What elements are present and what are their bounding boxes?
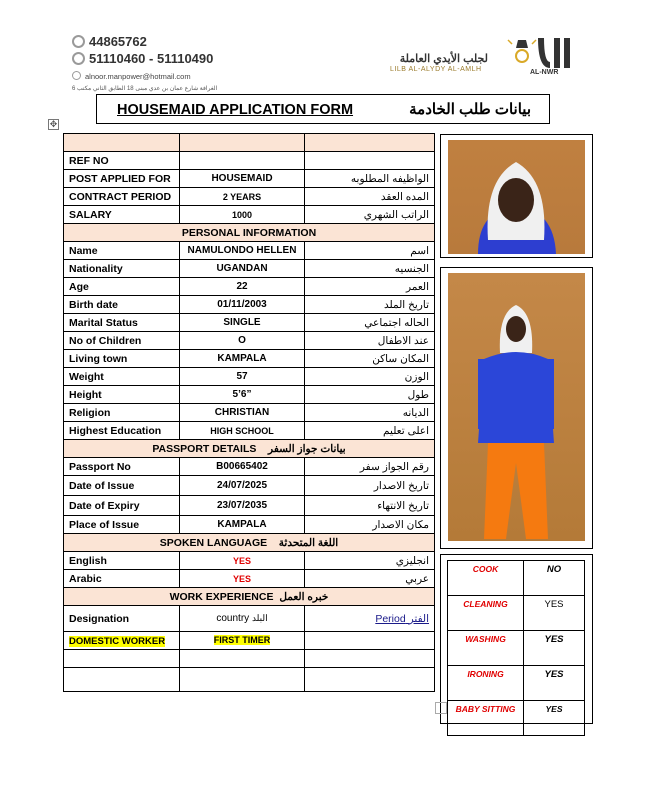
skill-row-ironing: IRONING YES <box>448 666 585 701</box>
table-row: Marital Status SINGLE الحاله اجتماعي <box>64 314 435 332</box>
mobile-icon <box>72 52 85 65</box>
table-row: Name NAMULONDO HELLEN اسم <box>64 242 435 260</box>
email: alnoor.manpower@hotmail.com <box>85 72 191 81</box>
salary-value: 1000 <box>180 206 305 224</box>
table-row: Arabic YES عربي <box>64 570 435 588</box>
table-row: Passport No B00665402 رقم الجواز سفر <box>64 458 435 476</box>
table-row: Weight 57 الوزن <box>64 368 435 386</box>
contact-block <box>72 33 252 92</box>
table-row: Place of Issue KAMPALA مكان الاصدار <box>64 516 435 534</box>
phone-main: 44865762 <box>89 34 147 49</box>
table-row: Nationality UGANDAN الجنسيه <box>64 260 435 278</box>
personal-info-header: PERSONAL INFORMATION <box>64 224 435 242</box>
table-row <box>64 650 435 668</box>
form-title-box <box>96 94 550 124</box>
table-row: Height 5’6” طول <box>64 386 435 404</box>
logo-arabic-text: لجلب الأيدي العاملة <box>399 53 488 65</box>
table-row: POST APPLIED FOR HOUSEMAID الواظيفه المطلوبه <box>64 170 435 188</box>
table-row: Age 22 العمر <box>64 278 435 296</box>
skill-row-cook: COOK NO <box>448 561 585 596</box>
skill-row-baby-sitting: BABY SITTING YES <box>448 701 585 736</box>
table-row: Date of Expiry 23/07/2035 تاريخ الانتهاء <box>64 496 435 516</box>
contract-value: 2 YEARS <box>180 188 305 206</box>
salary-label: SALARY <box>64 206 180 224</box>
passport-details-header: PASSPORT DETAILS بيانات جواز السفر <box>64 440 435 458</box>
table-row: Highest Education HIGH SCHOOL اعلى تعليم <box>64 422 435 440</box>
post-value: HOUSEMAID <box>180 170 305 188</box>
table-row <box>64 152 435 170</box>
ref-no-label: REF NO <box>64 152 180 170</box>
resize-handle[interactable] <box>435 702 447 714</box>
table-row: English YES انجليزي <box>64 552 435 570</box>
table-row: Birth date 01/11/2003 تاريخ الملد <box>64 296 435 314</box>
company-logo <box>388 34 588 82</box>
full-body-photo <box>440 267 593 549</box>
email-icon <box>72 71 81 80</box>
person-head-icon <box>448 140 585 254</box>
table-row: SALARY 1000 الراتب الشهري <box>64 206 435 224</box>
table-row: Living town KAMPALA المكان ساكن <box>64 350 435 368</box>
spoken-language-header: SPOKEN LANGUAGE اللغة المتحدثة <box>64 534 435 552</box>
table-row: Religion CHRISTIAN الديانه <box>64 404 435 422</box>
work-experience-header: WORK EXPERIENCE خبره العمل <box>64 588 435 606</box>
skill-row-washing: WASHING YES <box>448 631 585 666</box>
logo-english-text: LILB AL-ALYDY AL-AMLH <box>390 66 482 73</box>
form-title-arabic: بيانات طلب الخادمة <box>409 101 531 118</box>
address: الغرافة شارع عمان بن عدي مبنى 18 الطابق الثاني مكتب 6 <box>72 86 218 92</box>
form-title-english: HOUSEMAID APPLICATION FORM <box>117 102 354 118</box>
contract-label: CONTRACT PERIOD <box>64 188 180 206</box>
skills-table <box>447 560 585 736</box>
ref-no-value <box>180 152 305 170</box>
skill-row-cleaning: CLEANING YES <box>448 596 585 631</box>
table-row <box>64 668 435 692</box>
portrait-photo <box>440 134 593 258</box>
logo-brand: AL-NWR <box>530 69 559 76</box>
work-columns-row: Designation country البلد Period الفتر <box>64 606 435 632</box>
post-label: POST APPLIED FOR <box>64 170 180 188</box>
table-row: Date of Issue 24/07/2025 تاريخ الاصدار <box>64 476 435 496</box>
table-move-handle-icon[interactable]: ✥ <box>49 119 58 129</box>
full-body-image <box>448 273 585 541</box>
lamp-logo-icon <box>498 34 578 74</box>
phone-icon <box>72 35 85 48</box>
table-row: CONTRACT PERIOD 2 YEARS المده العقد <box>64 188 435 206</box>
person-full-icon <box>448 273 585 541</box>
application-table <box>63 133 435 692</box>
table-row: No of Children O عند الاطفال <box>64 332 435 350</box>
name-value: NAMULONDO HELLEN <box>180 242 305 260</box>
phone-secondary: 51110460 - 51110490 <box>89 51 214 66</box>
table-row: DOMESTIC WORKER FIRST TIMER <box>64 632 435 650</box>
portrait-image <box>448 140 585 254</box>
